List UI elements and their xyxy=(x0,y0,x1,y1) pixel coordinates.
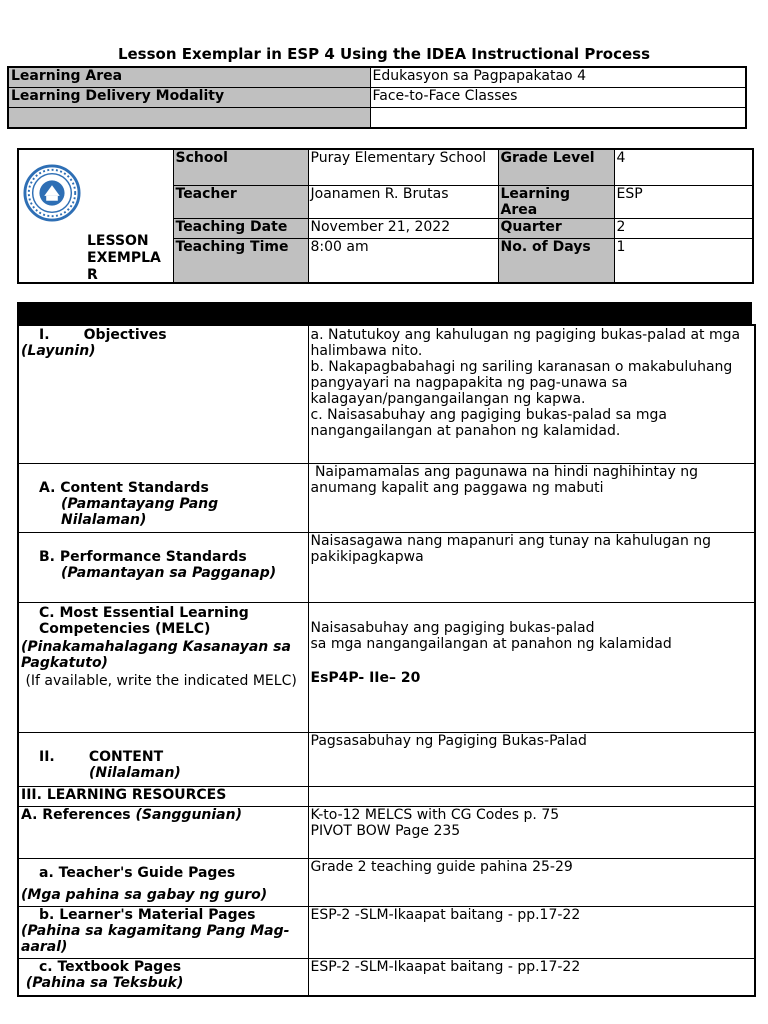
content-standards-label: A. Content Standards xyxy=(39,479,209,496)
teachers-guide-sub: (Mga pahina sa gabay ng guro) xyxy=(21,886,268,903)
empty-label xyxy=(8,108,370,129)
quarter-value: 2 xyxy=(614,218,753,238)
references-row xyxy=(18,806,755,858)
teacher-label: Teacher xyxy=(173,185,308,218)
grade-level-label: Grade Level xyxy=(498,149,614,185)
resources-label: III. LEARNING RESOURCES xyxy=(18,786,308,806)
quarter-label: Quarter xyxy=(498,218,614,238)
teaching-time-value: 8:00 am xyxy=(308,238,498,283)
learners-material-row xyxy=(18,906,755,958)
objectives-row xyxy=(18,325,755,463)
modality-value: Face-to-Face Classes xyxy=(370,88,746,108)
lesson-table xyxy=(17,324,756,997)
performance-standards-sub: (Pamantayan sa Pagganap) xyxy=(61,564,277,581)
teaching-date-label: Teaching Date xyxy=(173,218,308,238)
grade-level-value: 4 xyxy=(614,149,753,185)
resources-row xyxy=(18,786,755,806)
learners-material-label: b. Learner's Material Pages xyxy=(39,906,256,923)
header-row-empty xyxy=(8,108,746,129)
objectives-sub: (Layunin) xyxy=(21,343,96,359)
school-label: School xyxy=(173,149,308,185)
no-of-days-value: 1 xyxy=(614,238,753,283)
content-label: II. CONTENT xyxy=(39,748,164,765)
info-learning-area-label: Learning Area xyxy=(498,185,614,218)
melc-note: (If available, write the indicated MELC) xyxy=(21,672,297,689)
objectives-label: I. Objectives xyxy=(39,327,167,343)
melc-sub: (Pinakamahalagang Kasanayan sa Pagkatuto) xyxy=(21,638,291,671)
performance-standards-value: Naisasagawa nang mapanuri ang tunay na kahulugan ng pakikipagkapwa xyxy=(308,532,755,602)
lesson-exemplar-label: LESSON EXEMPLA R xyxy=(87,233,161,283)
textbook-sub: (Pahina sa Teksbuk) xyxy=(21,974,184,991)
teachers-guide-row xyxy=(18,858,755,906)
melc-row xyxy=(18,602,755,732)
teachers-guide-label: a. Teacher's Guide Pages xyxy=(39,864,236,881)
melc-code: EsP4P- IIe– 20 xyxy=(310,669,421,686)
section-black-bar xyxy=(17,302,752,324)
objectives-value: a. Natutukoy ang kahulugan ng pagiging bukas-palad at mga halimbawa nito. b. Nakapagbabahagi ng sariling karanasan o makabuluhang pangyayari na nagpapakita ng pag-unawa sa kalagayan/pangangailangan ng kapwa. c. Naisasabuhay ang pagiging bukas-palad sa mga nangangailangan at panahon ng kalamidad. xyxy=(308,325,755,463)
references-label: A. References xyxy=(21,806,136,823)
performance-standards-row xyxy=(18,532,755,602)
teachers-guide-value: Grade 2 teaching guide pahina 25-29 xyxy=(308,858,755,906)
logo-cell xyxy=(18,149,173,283)
modality-label: Learning Delivery Modality xyxy=(8,88,370,108)
textbook-label: c. Textbook Pages xyxy=(39,958,182,975)
learners-material-value: ESP-2 -SLM-Ikaapat baitang - pp.17-22 xyxy=(308,906,755,958)
school-value: Puray Elementary School xyxy=(308,149,498,185)
melc-value: Naisasabuhay ang pagiging bukas-palad sa mga nangangailangan at panahon ng kalamidad xyxy=(310,619,672,652)
header-table xyxy=(7,66,747,129)
melc-label: C. Most Essential Learning Competencies (MELC) xyxy=(39,604,249,637)
learners-material-sub: (Pahina sa kagamitang Pang Mag-aaral) xyxy=(21,922,290,955)
references-sub: (Sanggunian) xyxy=(135,806,242,823)
header-row-modality xyxy=(8,88,746,108)
content-standards-row xyxy=(18,463,755,532)
no-of-days-label: No. of Days xyxy=(498,238,614,283)
info-learning-area-value: ESP xyxy=(614,185,753,218)
content-row xyxy=(18,732,755,786)
document-title: Lesson Exemplar in ESP 4 Using the IDEA Instructional Process xyxy=(117,45,651,63)
content-standards-sub: (Pamantayang Pang Nilalaman) xyxy=(61,495,219,528)
textbook-row xyxy=(18,958,755,996)
learning-area-label: Learning Area xyxy=(8,67,370,88)
header-row-learning-area xyxy=(8,67,746,88)
textbook-value: ESP-2 -SLM-Ikaapat baitang - pp.17-22 xyxy=(308,958,755,996)
teaching-time-label: Teaching Time xyxy=(173,238,308,283)
empty-value xyxy=(370,108,746,129)
teaching-date-value: November 21, 2022 xyxy=(308,218,498,238)
info-table xyxy=(17,148,754,284)
content-value: Pagsasabuhay ng Pagiging Bukas-Palad xyxy=(308,732,755,786)
school-seal-icon xyxy=(23,164,81,222)
references-value: K-to-12 MELCS with CG Codes p. 75 PIVOT BOW Page 235 xyxy=(308,806,755,858)
performance-standards-label: B. Performance Standards xyxy=(39,548,247,565)
teacher-value: Joanamen R. Brutas xyxy=(308,185,498,218)
resources-empty xyxy=(308,786,755,806)
content-standards-value: Naipamamalas ang pagunawa na hindi naghihintay ng anumang kapalit ang paggawa ng mabuti xyxy=(308,463,755,532)
learning-area-value: Edukasyon sa Pagpapakatao 4 xyxy=(370,67,746,88)
content-sub: (Nilalaman) xyxy=(89,764,181,781)
